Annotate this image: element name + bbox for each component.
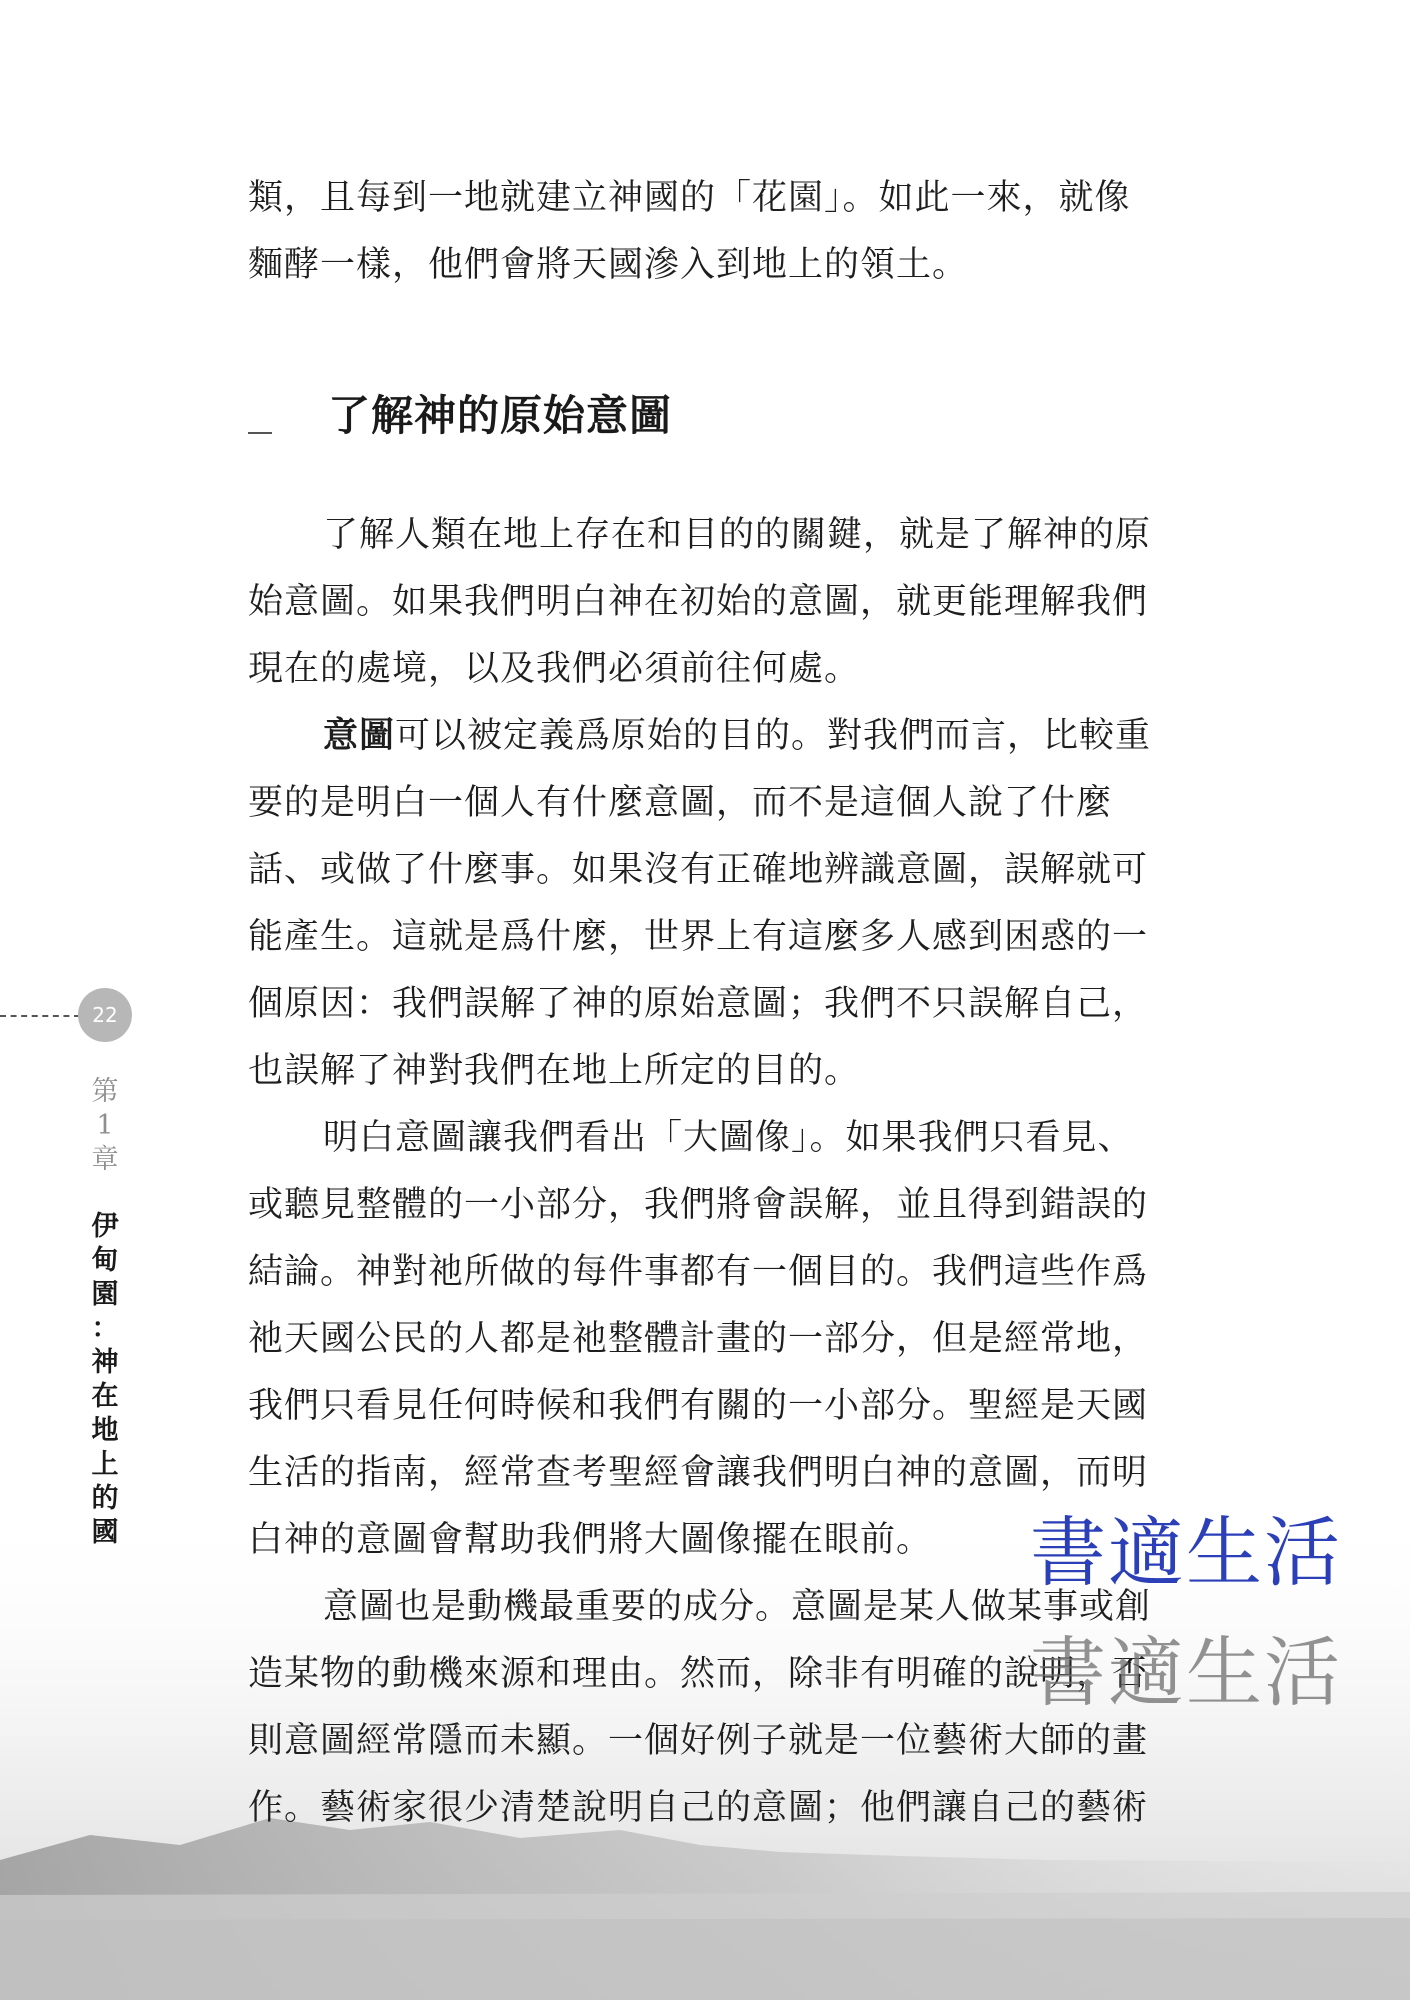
margin-dashed-rule — [0, 1015, 80, 1017]
text-line: 意圖也是動機最重要的成分。意圖是某人做某事或創 — [323, 1587, 1152, 1627]
text-line: 能產生。這就是爲什麼，世界上有這麼多人感到困惑的一 — [248, 917, 1149, 957]
title-char: 甸 — [91, 1245, 119, 1276]
text-line: 現在的處境，以及我們必須前往何處。 — [248, 649, 861, 689]
text-line: 類，且每到一地就建立神國的「花園」。如此一來，就像 — [248, 178, 1131, 218]
text-line: 也誤解了神對我們在地上所定的目的。 — [248, 1051, 861, 1091]
title-char: 園 — [91, 1279, 119, 1310]
text-line: 我們只看見任何時候和我們有關的一小部分。聖經是天國 — [248, 1386, 1149, 1426]
title-char: 神 — [91, 1347, 119, 1378]
text-line: 造某物的動機來源和理由。然而，除非有明確的說明，否 — [248, 1654, 1149, 1694]
title-char: 地 — [91, 1415, 119, 1446]
title-char: 伊 — [91, 1211, 119, 1242]
text-line: 生活的指南，經常查考聖經會讓我們明白神的意圖，而明 — [248, 1453, 1149, 1493]
text-line: 麵酵一樣，他們會將天國滲入到地上的領土。 — [248, 245, 969, 285]
bold-term: 意圖 — [323, 716, 396, 756]
chapter-char: 1 — [96, 1110, 114, 1141]
top-paragraph — [248, 165, 1218, 299]
title-char: ： — [91, 1313, 119, 1344]
text-line: 要的是明白一個人有什麼意圖，而不是這個人說了什麼 — [248, 783, 1113, 823]
page-number-badge: 22 — [78, 988, 132, 1042]
paragraph-1 — [248, 502, 1218, 703]
chapter-label — [88, 1075, 122, 1177]
text-line: 作。藝術家很少清楚說明自己的意圖；他們讓自己的藝術 — [248, 1788, 1149, 1828]
chapter-char: 章 — [91, 1144, 119, 1175]
paragraph-2 — [248, 703, 1218, 1105]
text-line: 話、或做了什麼事。如果沒有正確地辨識意圖，誤解就可 — [248, 850, 1149, 890]
chapter-char: 第 — [91, 1076, 119, 1107]
text-line: 結論。神對祂所做的每件事都有一個目的。我們這些作爲 — [248, 1252, 1149, 1292]
watermark-gray: 書適生活 — [1030, 1628, 1342, 1717]
running-book-title — [88, 1210, 122, 1550]
text-line: 可以被定義爲原始的目的。對我們而言，比較重 — [395, 716, 1152, 756]
text-line: 個原因：我們誤解了神的原始意圖；我們不只誤解自己， — [248, 984, 1149, 1024]
text-line: 始意圖。如果我們明白神在初始的意圖，就更能理解我們 — [248, 582, 1149, 622]
title-char: 在 — [91, 1381, 119, 1412]
section-dash — [248, 432, 272, 434]
title-char: 國 — [91, 1517, 119, 1548]
title-char: 上 — [91, 1449, 119, 1480]
text-line: 或聽見整體的一小部分，我們將會誤解，並且得到錯誤的 — [248, 1185, 1149, 1225]
text-line: 了解人類在地上存在和目的的關鍵，就是了解神的原 — [323, 515, 1152, 555]
text-line: 白神的意圖會幫助我們將大圖像擺在眼前。 — [248, 1520, 933, 1560]
paragraph-text — [248, 165, 1218, 299]
text-line: 明白意圖讓我們看出「大圖像」。如果我們只看見、 — [323, 1118, 1134, 1158]
title-char: 的 — [91, 1483, 119, 1514]
watermark-blue: 書適生活 — [1030, 1508, 1342, 1597]
text-line: 祂天國公民的人都是祂整體計畫的一部分，但是經常地， — [248, 1319, 1149, 1359]
text-line: 則意圖經常隱而未顯。一個好例子就是一位藝術大師的畫 — [248, 1721, 1149, 1761]
section-title: 了解神的原始意圖 — [328, 391, 673, 440]
